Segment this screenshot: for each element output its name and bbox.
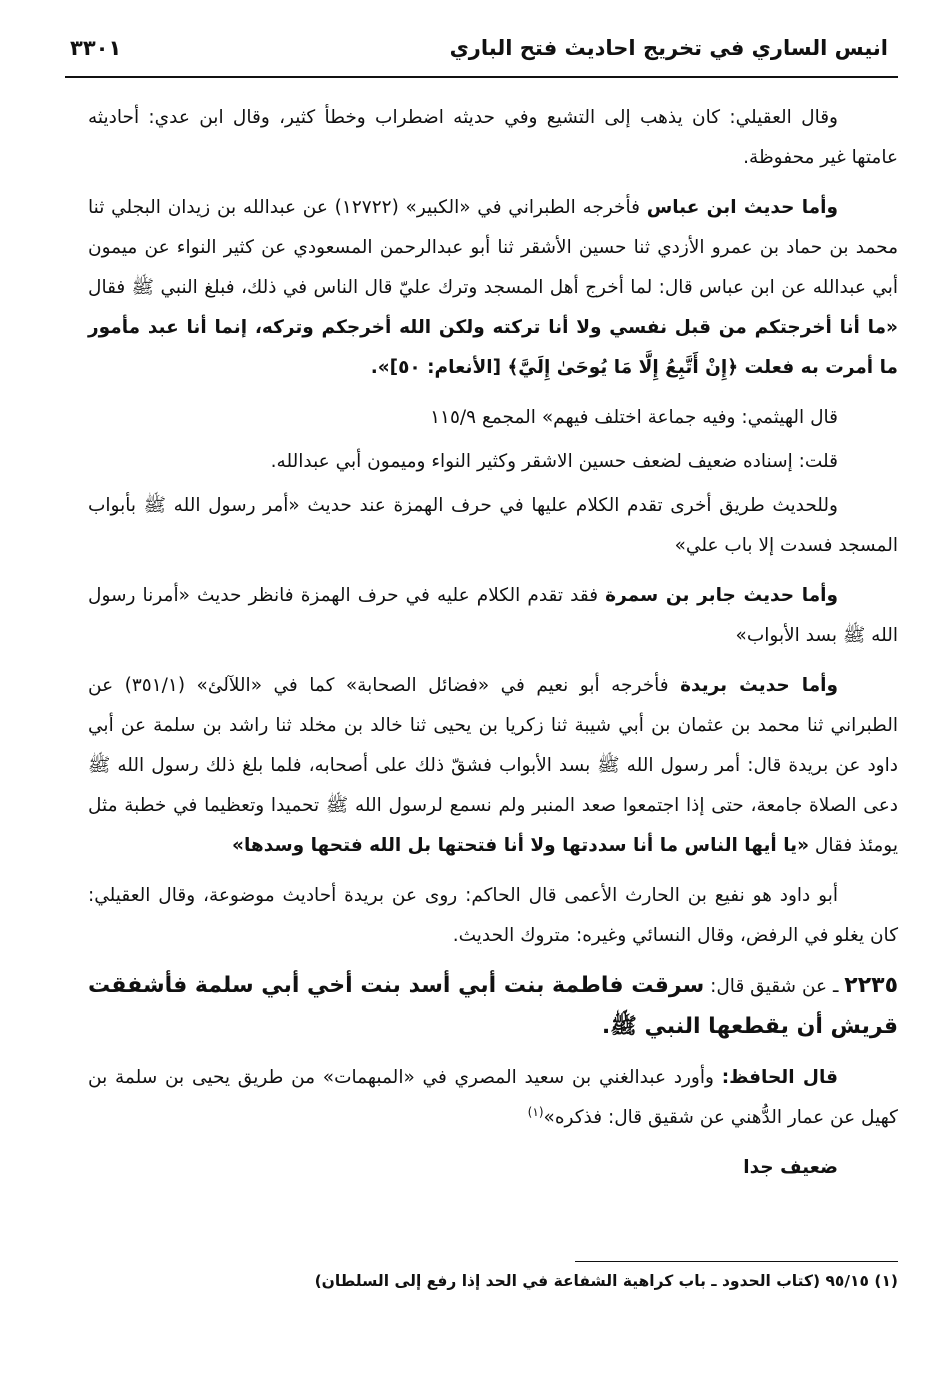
paragraph-text: وقال العقيلي: كان يذهب إلى التشيع وفي حديثه اضطراب وخطأ كثير، وقال ابن عدي: أحاديثه عامتها غير محفوظة. (88, 107, 898, 168)
paragraph-lead: وأما حديث ابن عباس (646, 197, 838, 218)
hadith-intro: ـ عن شقيق قال: (704, 976, 845, 997)
hadith-2235 (88, 966, 898, 1048)
main-text (88, 98, 898, 1198)
header-rule (65, 76, 898, 78)
paragraph-text: أبو داود هو نفيع بن الحارث الأعمى قال الحاكم: روى عن بريدة أحاديث موضوعة، وقال العقيلي: كان يغلو في الرفض، وقال النسائي وغيره: متروك الحديث. (88, 885, 898, 946)
footnote-marker: (١) (527, 1104, 544, 1119)
paragraph-jabir (88, 576, 898, 656)
footnote-rule (575, 1261, 898, 1262)
paragraph-text: قلت: إسناده ضعيف لضعف حسين الاشقر وكثير النواء وميمون أبي عبدالله. (270, 451, 838, 472)
paragraph-burayda (88, 666, 898, 866)
running-header-title: انيس الساري في تخريج احاديث فتح الباري (449, 36, 888, 60)
paragraph-qultu (88, 442, 898, 482)
paragraph-text: فقد تقدم الكلام عليه في حرف الهمزة فانظر حديث «أمرنا رسول الله ﷺ بسد الأبواب» (88, 585, 898, 646)
page-number: ٣٣٠١ (70, 36, 122, 60)
hadith-quote: «يا أيها الناس ما أنا سددتها ولا أنا فتحتها بل الله فتحها وسدها» (232, 835, 810, 856)
paragraph-text: فأخرجه الطبراني في «الكبير» (١٢٧٢٢) عن عبدالله بن زيدان البجلي ثنا محمد بن حماد بن عمرو الأزدي ثنا حسين الأشقر ثنا أبو عبدالرحمن المسعودي عن كثير النواء عن ميمون أبي عبدالله عن ابن عباس قال: لما أخرج أهل المسجد وترك عليّ قال الناس في ذلك، فبلغ النبي ﷺ فقال (88, 197, 898, 298)
paragraph-hafiz (88, 1058, 898, 1138)
paragraph-abu-dawud (88, 876, 898, 956)
hadith-quote: «ما أنا أخرجتكم من قبل نفسي ولا أنا تركته ولكن الله أخرجكم وتركه، إنما أنا عبد مأمور ما أمرت به فعلت ﴿إِنْ أَتَّبِعُ إِلَّا مَا يُوحَىٰ إِلَيَّ﴾ [الأنعام: ٥٠]». (88, 317, 898, 378)
paragraph-verdict (88, 1148, 898, 1188)
paragraph-text: فأخرجه أبو نعيم في «فضائل الصحابة» كما في «اللآلئ» (٣٥١/١) عن الطبراني ثنا محمد بن عثمان بن أبي شيبة ثنا زكريا بن يحيى ثنا خالد بن مخلد ثنا راشد بن سلمة عن أبي داود عن بريدة قال: أمر رسول الله ﷺ بسد الأبواب فشقّ ذلك على أصحابه، فلما بلغ ذلك رسول الله ﷺ دعى الصلاة جامعة، حتى إذا اجتمعوا صعد المنبر ولم نسمع لرسول الله ﷺ تحميدا وتعظيما في خطبة مثل يومئذ فقال (88, 675, 898, 856)
paragraph-haythami (88, 398, 898, 438)
hadith-text: سرقت فاطمة بنت أبي أسد بنت أخي أبي سلمة فأشفقت قريش أن يقطعها النبي ﷺ. (88, 973, 898, 1039)
paragraph-lead: وأما حديث جابر بن سمرة (605, 585, 838, 606)
hadith-number: ٢٢٣٥ (844, 973, 898, 998)
paragraph-uqayli (88, 98, 898, 178)
paragraph-lead: وأما حديث بريدة (680, 675, 838, 696)
paragraph-text: قال الهيثمي: وفيه جماعة اختلف فيهم» المجمع ١١٥/٩ (430, 407, 838, 428)
paragraph-text: وأورد عبدالغني بن سعيد المصري في «المبهمات» من طريق يحيى بن سلمة بن كهيل عن عمار الدُّهني عن شقيق قال: فذكره» (88, 1067, 898, 1128)
paragraph-lead: قال الحافظ: (721, 1067, 839, 1088)
paragraph-other-route (88, 486, 898, 566)
footnote: (١) ٩٥/١٥ (كتاب الحدود ـ باب كراهية الشفاعة في الحد إذا رفع إلى السلطان) (314, 1272, 898, 1290)
verdict-text: ضعيف جدا (743, 1157, 838, 1178)
paragraph-text: وللحديث طريق أخرى تقدم الكلام عليها في حرف الهمزة عند حديث «أمر رسول الله ﷺ بأبواب المسجد فسدت إلا باب علي» (88, 495, 898, 556)
paragraph-ibn-abbas (88, 188, 898, 388)
